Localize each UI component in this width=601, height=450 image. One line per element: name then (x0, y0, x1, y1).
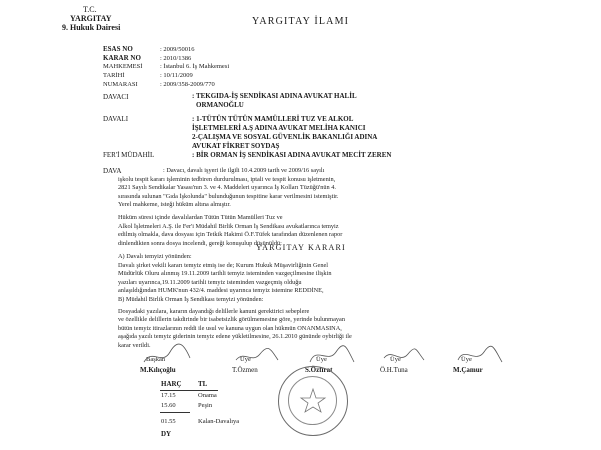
karar-line: bütün temyiz itirazlarının reddi ile usul ve kanuna uygun olan hükmün ONANMASINA, (118, 324, 342, 332)
dava-line: dinlendikten sonra dosya incelendi, gereği konuşulup düşünüldü: (118, 239, 282, 247)
karar-paragraph (118, 253, 352, 351)
handwritten-signatures (140, 340, 520, 370)
dava-line: Alkol İşletmeleri A.Ş. ile Fer'i Müdahil Birlik Orman İş Sendikası avukatlarınca temyiz (118, 222, 339, 230)
header-chamber: 9. Hukuk Dairesi (62, 23, 121, 32)
dava-line: edilmiş olmakla, dava dosyası için Tetkik Hakimi Ö.F.Tüfek tarafından düzenlenen rapor (118, 231, 343, 239)
karar-title: YARGITAY KARARI (256, 243, 346, 252)
karar-line: yazıları uyarınca,19.11.2009 tarihli temyiz isteminden vazgeçmiş olduğu (118, 278, 302, 286)
fee-footer: DY (161, 430, 172, 438)
case-value-numara: : 2009/358-2009/770 (160, 81, 215, 88)
fee-harc-label: HARÇ (161, 380, 182, 388)
karar-line: Dosyadaki yazılara, kararın dayandığı delillerle kanuni gerektirici sebeplere (118, 307, 310, 315)
header-court: YARGITAY (70, 14, 112, 23)
case-label-karar: KARAR NO (103, 54, 141, 62)
dava-paragraph (118, 176, 342, 249)
fee-label: Peşin (198, 402, 213, 409)
karar-line: karar verildi. (118, 341, 151, 349)
case-label-mahkeme: MAHKEMESİ (103, 63, 143, 70)
dava-line: Hüküm süresi içinde davalılardan Tütün Tütün Mamülleri Tuz ve (118, 213, 283, 221)
dava-line: Yerel mahkeme, isteği hüküm altına almıştır. (118, 201, 231, 209)
ferimudahil-label: FER'İ MÜDAHİL (103, 151, 155, 159)
davali-line-1: : 1-TÜTÜN TÜTÜN MAMÜLLERİ TUZ VE ALKOL (192, 115, 354, 123)
case-value-tarih: : 10/11/2009 (160, 72, 193, 79)
case-label-esas: ESAS NO (103, 45, 133, 53)
karar-line: A) Davalı temyizi yönünden: (118, 253, 192, 260)
fee-header-underline (160, 390, 218, 391)
ferimudahil-line: : BİR ORMAN İŞ SENDİKASI ADINA AVUKAT MECİT ZEREN (192, 151, 392, 159)
signature-name: T.Özmen (232, 366, 258, 374)
fee-label: Onama (198, 392, 217, 399)
signature-role: Başkan (146, 356, 166, 363)
case-label-numara: NUMARASI (103, 81, 138, 88)
case-value-esas: : 2009/50016 (160, 45, 195, 53)
dava-line: 2821 Sayılı Sendikalar Yasası'nın 3. ve 4. Maddeleri uyarınca İş Kolları Tüzüğü'nün 4. (118, 184, 336, 192)
signature-name: S.Özfırat (305, 366, 333, 374)
karar-line: aşağıda yazılı temyiz giderinin temyiz edene yükletilmesine, 26.1.2010 gününde oybirliği ile (118, 333, 352, 341)
davali-line-4: AVUKAT FİKRET SOYDAŞ (192, 142, 280, 150)
karar-line: anlaşıldığından HUMK'nun 432/4. maddesi uyarınca temyiz istemine REDDİNE, (118, 287, 324, 295)
karar-line: B) Müdahil Birlik Orman İş Sendikası temyizi yönünden: (118, 295, 264, 303)
davaci-label: DAVACI (103, 93, 129, 101)
davali-line-3: 2-ÇALIŞMA VE SOSYAL GÜVENLİK BAKANLIĞI ADINA (192, 133, 378, 141)
case-label-tarih: TARİHİ (103, 72, 125, 79)
fee-label: Kalan-Davalıya (198, 418, 240, 425)
page-title: YARGITAY İLAMI (252, 16, 350, 27)
header-tc: T.C. (83, 5, 97, 14)
signature-name: M.Çamur (453, 366, 483, 374)
karar-line: ve özellikle delillerin takdirinde bir isabetsizlik görülmemesine göre, yerinde bulunmayan (118, 316, 345, 324)
signature-role: Üye (316, 356, 327, 363)
fee-sum-line (160, 412, 190, 413)
dava-line: : Davacı, davalı işyeri ile ilgili 10.4.2009 tarih ve 2009/16 sayılı (163, 167, 325, 174)
signature-name: Ö.H.Tuna (380, 366, 408, 374)
karar-line: Müdürlük Oluru alınmış 19.11.2009 tarihli temyiz isteminden vazgeçilmesine ilişkin (118, 270, 332, 278)
seal-star-icon (279, 367, 347, 435)
signature-role: Üye (390, 356, 401, 363)
davaci-line-2: ORMANOĞLU (196, 101, 244, 109)
dava-paragraph-start (163, 167, 324, 176)
dava-label: DAVA (103, 167, 122, 175)
case-value-mahkeme: : İstanbul 6. İş Mahkemesi (160, 63, 230, 70)
official-seal (278, 366, 348, 436)
dava-line: sırasında sulunan "Gıda İşkolunda" bulunduğunun tespitine karar verilmesini istemiştir. (118, 192, 339, 200)
signature-role: Üye (240, 356, 251, 363)
signature-name: M.Kılıçoğlu (140, 366, 176, 374)
fee-amount: 15.60 (161, 402, 176, 409)
davali-label: DAVALI (103, 115, 129, 123)
davaci-line-1: : TEKGIDA-İŞ SENDİKASI ADINA AVUKAT HALİL (192, 92, 357, 100)
dava-line: işkolu tespit kararı işleminin tedbiren durdurulması, iptali ve tespit konusu işletmenin, (118, 175, 336, 183)
fee-amount: 01.55 (161, 418, 176, 425)
fee-tl-label: TL (198, 380, 208, 388)
davali-line-2: İŞLETMELERİ A.Ş ADINA AVUKAT MELİHA KANICI (192, 124, 366, 132)
case-value-karar: : 2010/1386 (160, 54, 192, 62)
karar-line: Davalı şirket vekili kararı temyiz etmiş ise de; Kurum Hukuk Müşavirliğinin Genel (118, 261, 329, 269)
fee-amount: 17.15 (161, 392, 176, 399)
signature-role: Üye (461, 356, 472, 363)
